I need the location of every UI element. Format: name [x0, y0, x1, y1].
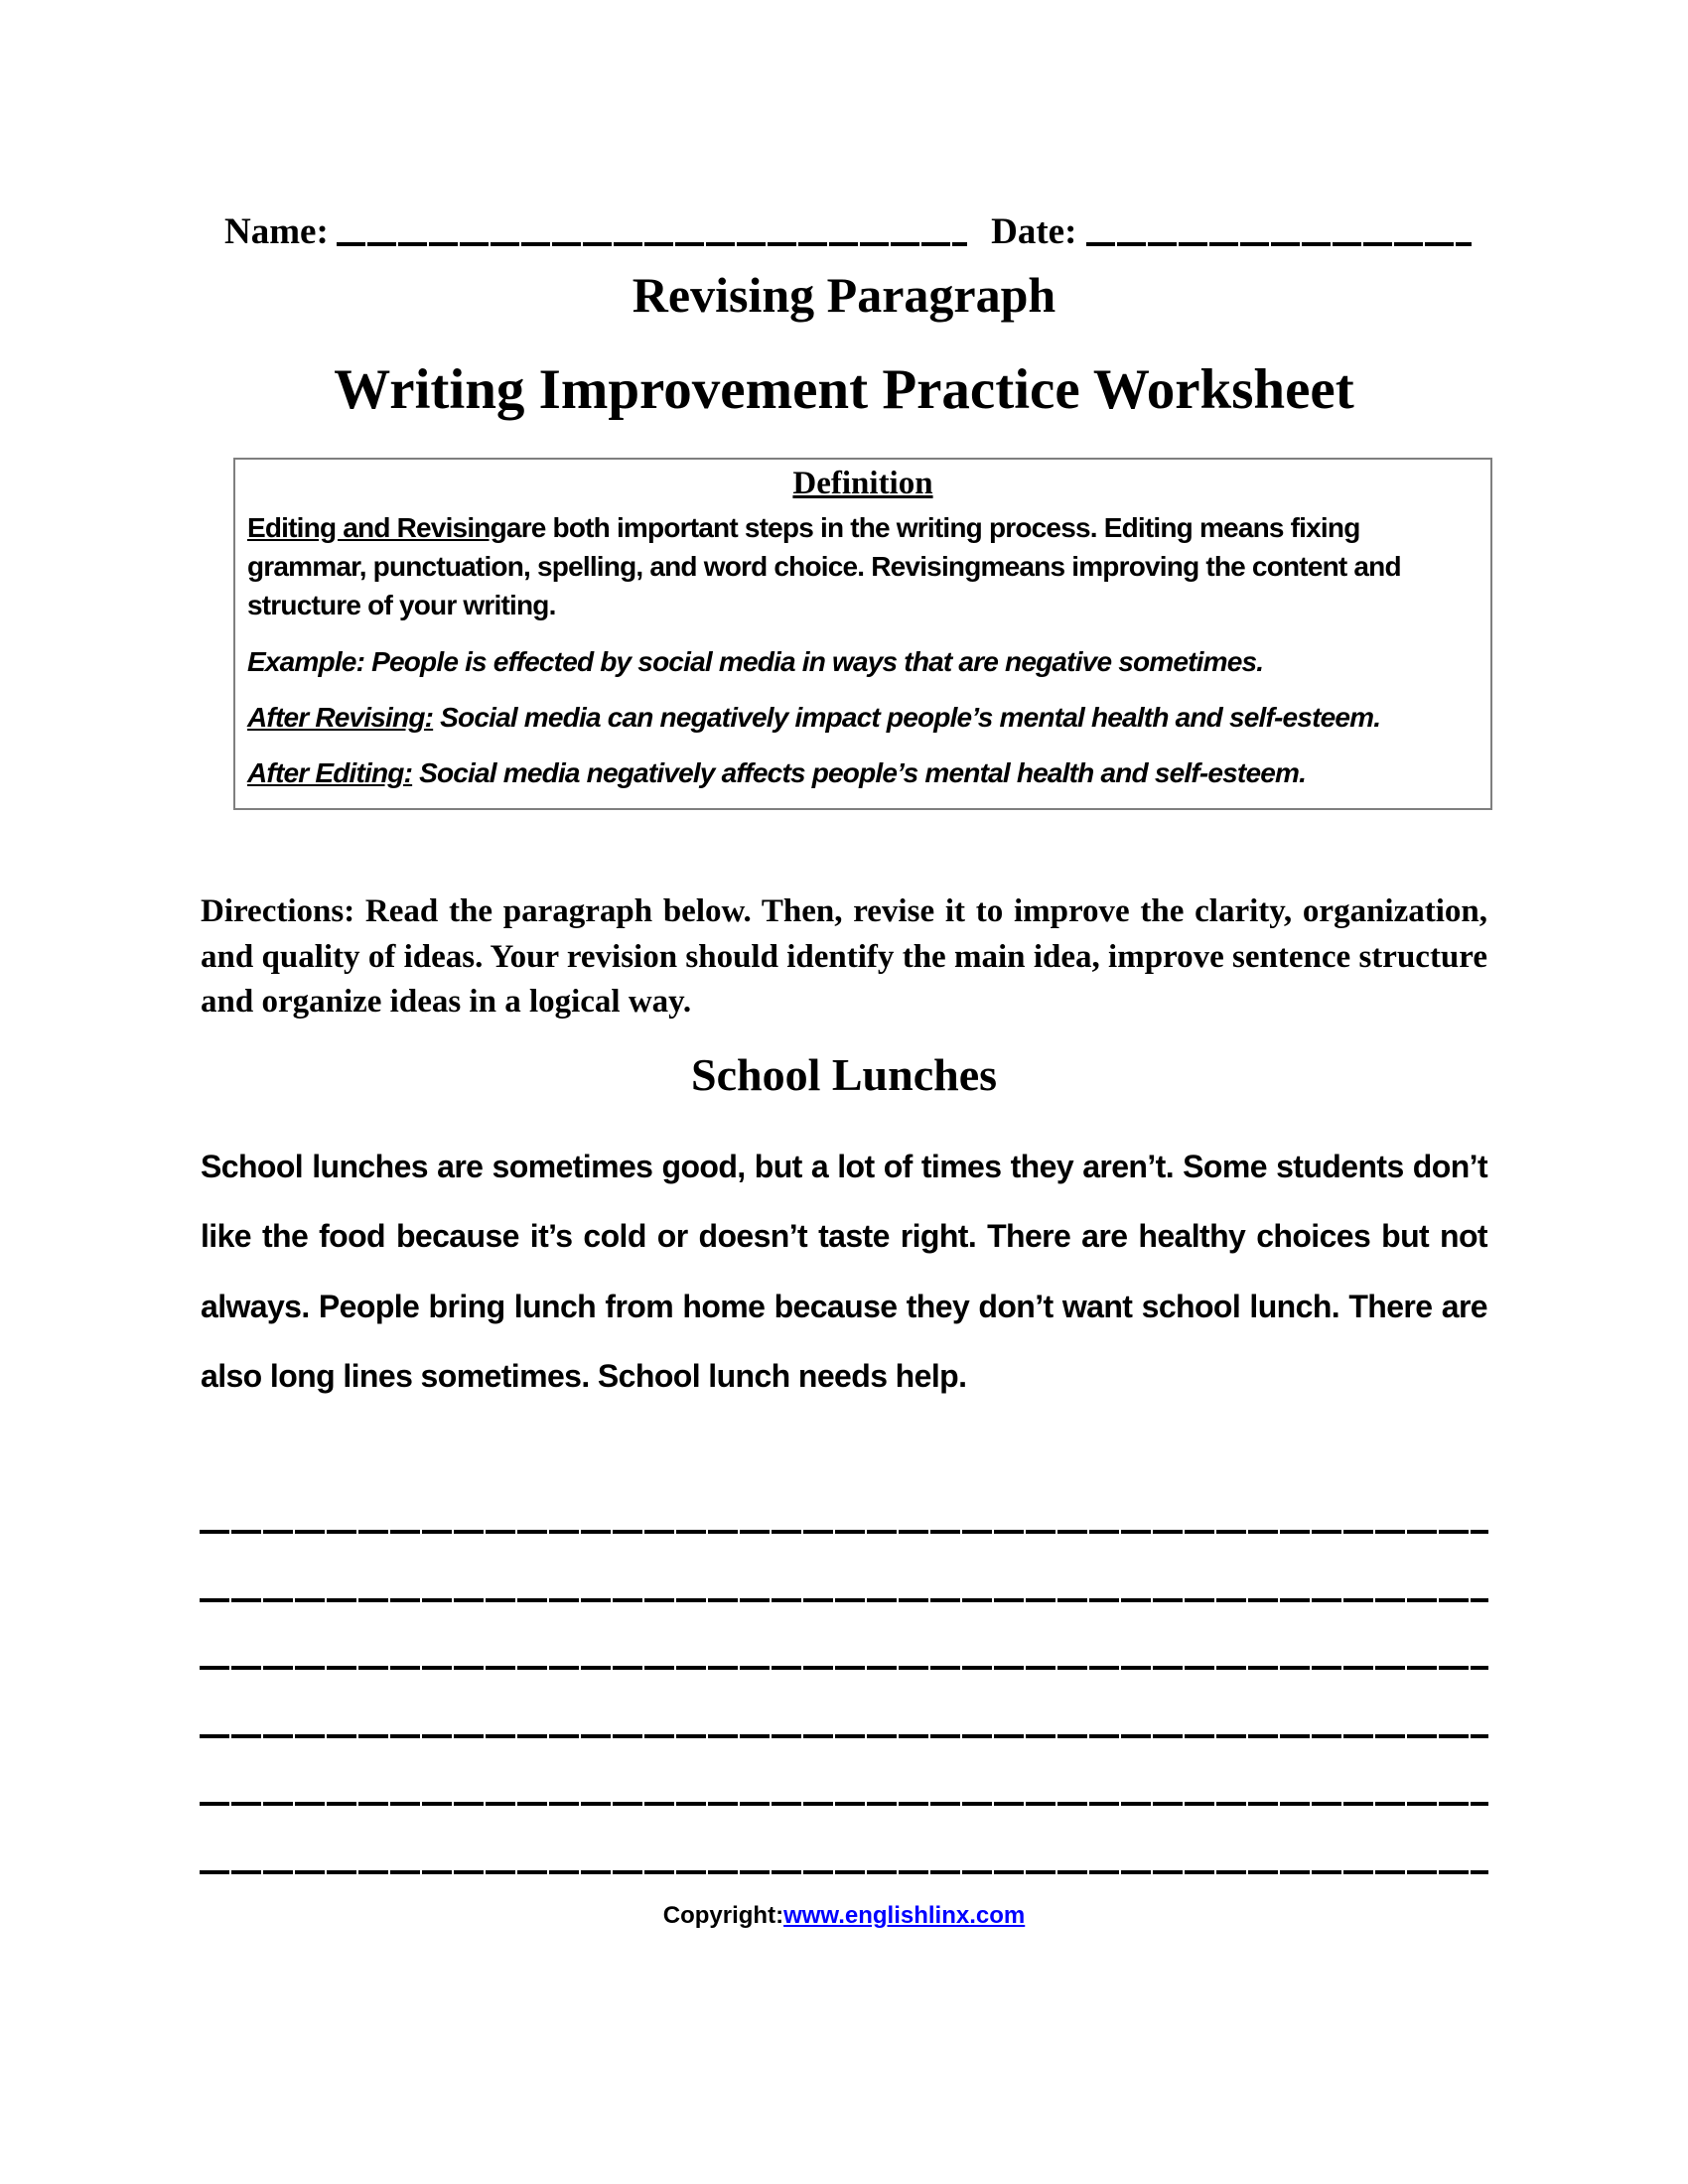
after-editing-paragraph	[247, 753, 1478, 792]
answer-line	[200, 1598, 1488, 1602]
copyright-label: Copyright:	[662, 1902, 784, 1929]
answer-line	[200, 1870, 1488, 1874]
passage-paragraph: School lunches are sometimes good, but a lot of times they aren’t. Some students don’t like the food because it’s cold or doesn’t taste right. There are healthy choices but not always. People bring lunch from home because they don’t want school lunch. There are also long lines sometimes. School lunch needs help.	[201, 1149, 1487, 1395]
after-editing-label: After Editing:	[247, 756, 413, 788]
name-blank-line	[337, 242, 967, 246]
date-label: Date:	[991, 211, 1077, 252]
date-blank-line	[1086, 242, 1472, 246]
directions-label: Directions:	[201, 893, 355, 929]
answer-line	[200, 1734, 1488, 1738]
footer	[0, 1902, 1688, 1930]
definition-intro	[247, 508, 1478, 625]
definition-intro-rest: are both important steps in the writing process. Editing means fixing grammar, punctuation, spelling, and word choice. Revisingmeans improving the content and structure of your writing.	[247, 512, 1401, 621]
after-revising-label: After Revising:	[247, 701, 434, 733]
after-revising-paragraph	[247, 698, 1478, 737]
page-subtitle: Writing Improvement Practice Worksheet	[334, 358, 1354, 421]
name-date-row	[224, 210, 1472, 253]
name-label: Name:	[224, 211, 329, 252]
copyright-link[interactable]: www.englishlinx.com	[783, 1902, 1026, 1929]
directions-paragraph	[201, 889, 1487, 1025]
answer-line	[200, 1530, 1488, 1534]
example-paragraph	[247, 642, 1478, 681]
directions-text: Read the paragraph below. Then, revise it to improve the clarity, organization, and quality of ideas. Your revision should identify the main idea, improve sentence structure and organize ideas in a logical way.	[201, 893, 1487, 1021]
after-revising-text: Social media can negatively impact people’s mental health and self-esteem.	[433, 701, 1381, 733]
page-title: Revising Paragraph	[632, 267, 1056, 323]
answer-lines	[200, 1530, 1488, 1939]
definition-heading: Definition	[792, 466, 933, 501]
example-text: People is effected by social media in ways that are negative sometimes.	[364, 645, 1264, 677]
passage-title: School Lunches	[690, 1049, 998, 1100]
example-label: Example:	[247, 645, 365, 677]
answer-line	[200, 1802, 1488, 1806]
definition-intro-term: Editing and Revising	[247, 512, 506, 543]
after-editing-text: Social media negatively affects people’s mental health and self-esteem.	[412, 756, 1307, 788]
definition-box	[233, 458, 1492, 810]
answer-line	[200, 1666, 1488, 1670]
